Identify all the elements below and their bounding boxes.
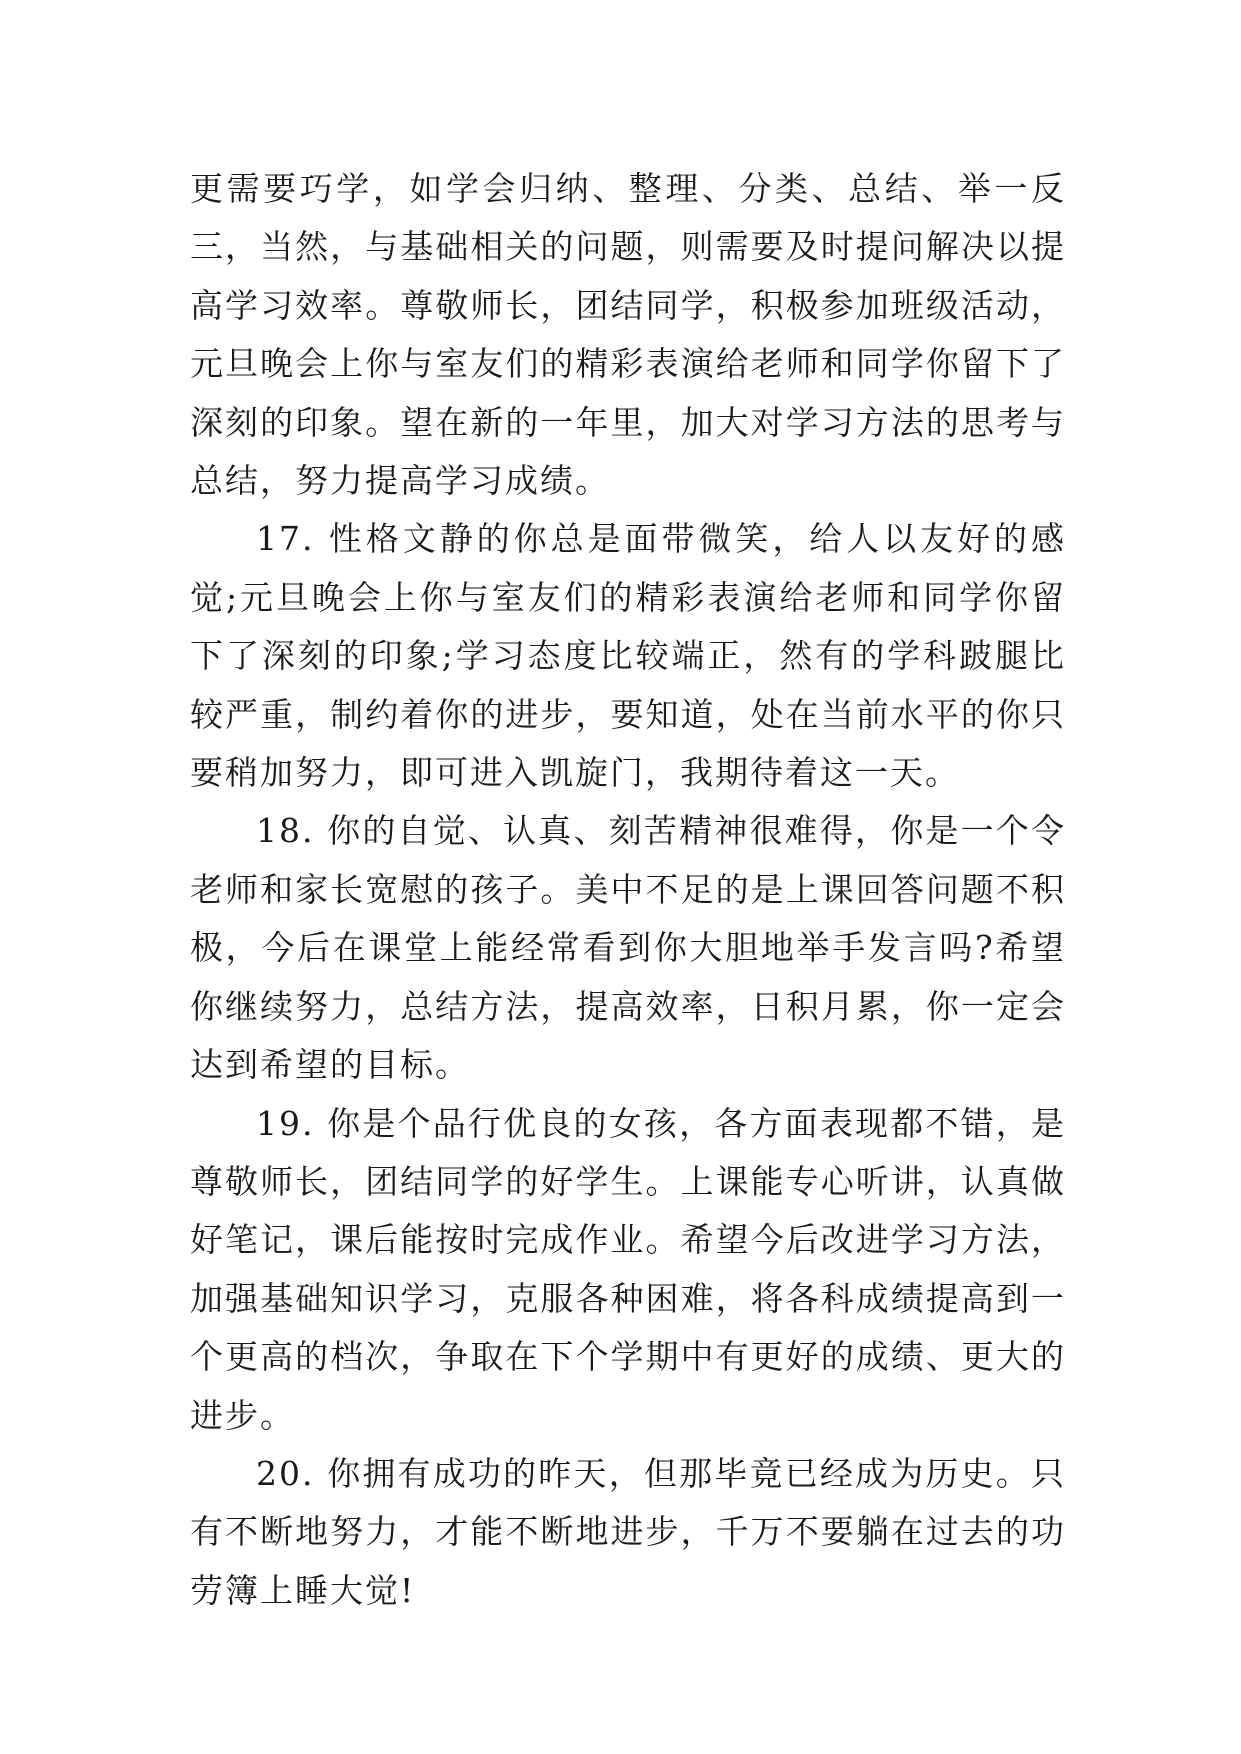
paragraph-comment-20: 20. 你拥有成功的昨天，但那毕竟已经成为历史。只有不断地努力，才能不断地进步，千万不要躺在过去的功劳簿上睡大觉! (190, 1453, 1066, 1610)
paragraph-comment-18: 18. 你的自觉、认真、刻苦精神很难得，你是一个令老师和家长宽慰的孩子。美中不足的是上课回答问题不积极，今后在课堂上能经常看到你大胆地举手发言吗?希望你继续努力，总结方法，提高效率，日积月累，你一定会达到希望的目标。 (190, 811, 1066, 1085)
document-body (190, 160, 1066, 1620)
paragraph-comment-19: 19. 你是个品行优良的女孩，各方面表现都不错，是尊敬师长，团结同学的好学生。上课能专心听讲，认真做好笔记，课后能按时完成作业。希望今后改进学习方法，加强基础知识学习，克服各种困难，将各科成绩提高到一个更高的档次，争取在下个学期中有更好的成绩、更大的进步。 (190, 1103, 1066, 1435)
paragraph-comment-17: 17. 性格文静的你总是面带微笑，给人以友好的感觉;元旦晚会上你与室友们的精彩表演给老师和同学你留下了深刻的印象;学习态度比较端正，然有的学科跛腿比较严重，制约着你的进步，要知道，处在当前水平的你只要稍加努力，即可进入凯旋门，我期待着这一天。 (190, 519, 1066, 793)
paragraph-continuation: 更需要巧学，如学会归纳、整理、分类、总结、举一反三，当然，与基础相关的问题，则需要及时提问解决以提高学习效率。尊敬师长，团结同学，积极参加班级活动，元旦晚会上你与室友们的精彩表演给老师和同学你留下了深刻的印象。望在新的一年里，加大对学习方法的思考与总结，努力提高学习成绩。 (190, 169, 1066, 501)
